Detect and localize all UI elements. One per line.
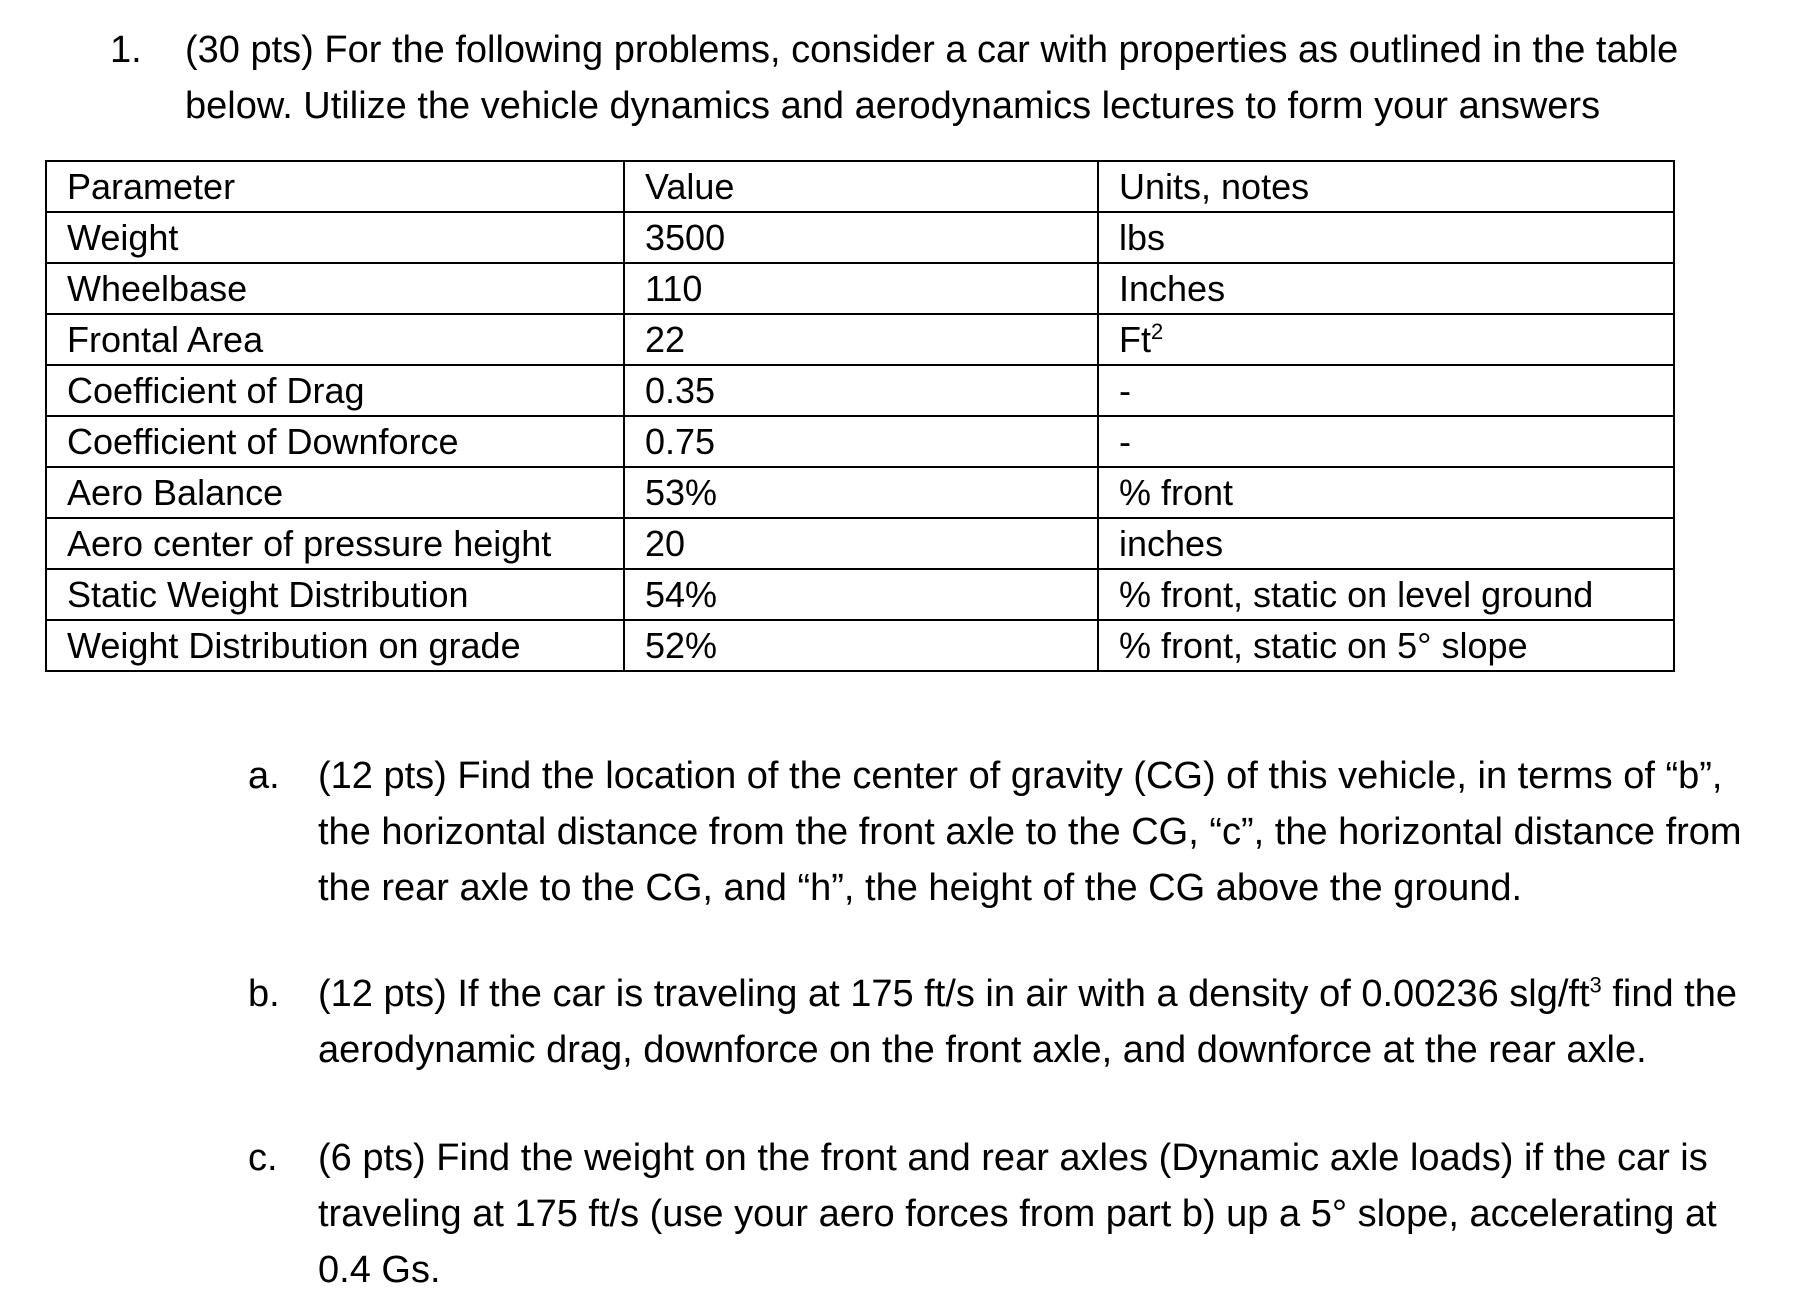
table-row: [46, 467, 1674, 518]
table-row: [46, 416, 1674, 467]
row-units: % front, static on 5° slope: [1098, 620, 1674, 671]
row-parameter: Weight Distribution on grade: [46, 620, 624, 671]
part-text-exponent: 3: [1589, 972, 1602, 998]
row-units: lbs: [1098, 212, 1674, 263]
row-parameter: Aero Balance: [46, 467, 624, 518]
parameters-table: [45, 160, 1675, 672]
part-letter: c.: [248, 1137, 278, 1179]
table-row: [46, 212, 1674, 263]
table-row: [46, 518, 1674, 569]
part-text: (6 pts) Find the weight on the front and rear axles (Dynamic axle loads) if the car is traveling at 175 ft/s (use your aero forces from part b) up a 5° slope, accelerating at 0.4 Gs.: [318, 1137, 1717, 1291]
part-text-before: (12 pts) If the car is traveling at 175 ft/s in air with a density of 0.00236 slg/ft: [318, 973, 1590, 1015]
row-units: [1098, 314, 1674, 365]
part-text: [318, 966, 1768, 1078]
row-units: -: [1098, 416, 1674, 467]
row-units-exponent: 2: [1151, 318, 1164, 344]
table-row: [46, 365, 1674, 416]
problem-number: 1.: [110, 29, 142, 71]
table-row: [46, 620, 1674, 671]
part-text: (12 pts) Find the location of the center of gravity (CG) of this vehicle, in terms of “b”, the horizontal distance from the front axle to the CG, “c”, the horizontal distance from the rear axle to the CG, and “h”, the height of the CG above the ground.: [318, 755, 1742, 909]
header-units: Units, notes: [1098, 161, 1674, 212]
row-value: 20: [624, 518, 1098, 569]
row-parameter: Wheelbase: [46, 263, 624, 314]
row-units: -: [1098, 365, 1674, 416]
row-parameter: Weight: [46, 212, 624, 263]
table-row: [46, 314, 1674, 365]
row-units: % front, static on level ground: [1098, 569, 1674, 620]
table-header-row: [46, 161, 1674, 212]
row-units: % front: [1098, 467, 1674, 518]
row-value: 52%: [624, 620, 1098, 671]
row-value: 54%: [624, 569, 1098, 620]
part-letter: a.: [248, 755, 280, 797]
row-value: 3500: [624, 212, 1098, 263]
row-parameter: Frontal Area: [46, 314, 624, 365]
problem-text: (30 pts) For the following problems, consider a car with properties as outlined in the table below. Utilize the vehicle dynamics and aerodynamics lectures to form your answers: [185, 29, 1679, 127]
row-units: inches: [1098, 518, 1674, 569]
header-value: Value: [624, 161, 1098, 212]
row-units: Inches: [1098, 263, 1674, 314]
part-letter: b.: [248, 973, 280, 1015]
row-value: 110: [624, 263, 1098, 314]
row-units-base: Ft: [1119, 318, 1151, 360]
part-text-after: find the aerodynamic drag, downforce on the front axle, and downforce at the rear axle.: [318, 973, 1738, 1071]
row-parameter: Aero center of pressure height: [46, 518, 624, 569]
row-value: 0.75: [624, 416, 1098, 467]
row-value: 22: [624, 314, 1098, 365]
header-parameter: Parameter: [46, 161, 624, 212]
row-value: 0.35: [624, 365, 1098, 416]
row-parameter: Coefficient of Drag: [46, 365, 624, 416]
row-parameter: Static Weight Distribution: [46, 569, 624, 620]
table-row: [46, 263, 1674, 314]
row-parameter: Coefficient of Downforce: [46, 416, 624, 467]
row-value: 53%: [624, 467, 1098, 518]
table-row: [46, 569, 1674, 620]
